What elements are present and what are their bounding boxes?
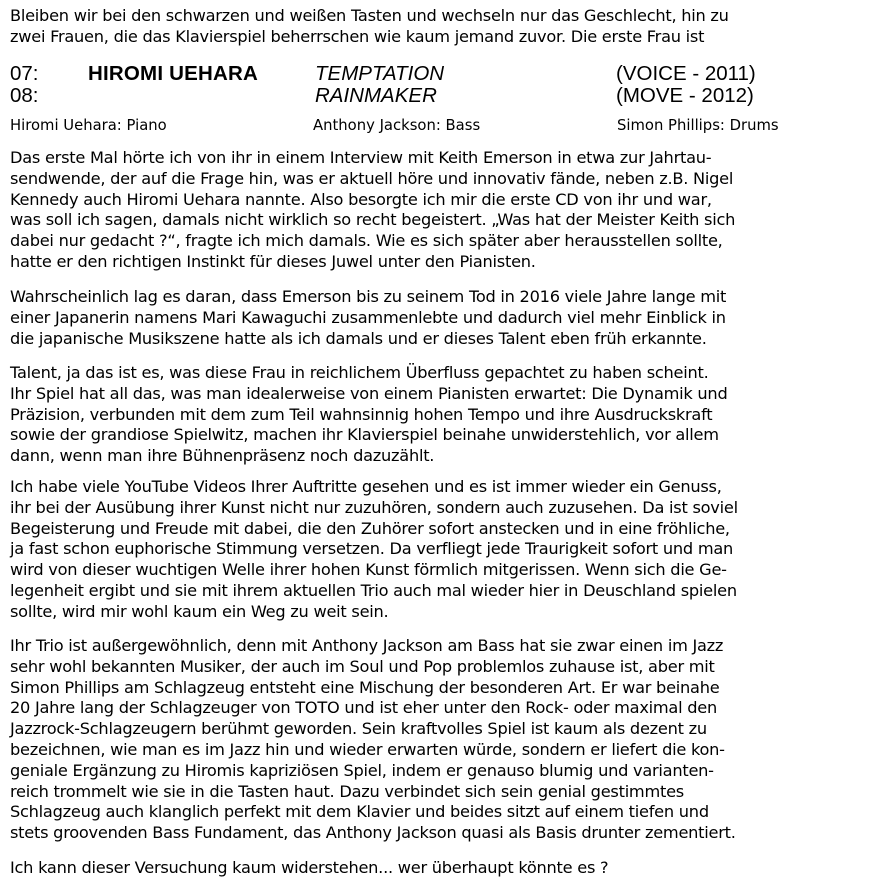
text-line: sowie der grandiose Spielwitz, machen ihr Klavierspiel beinahe unwiderstehlich, vor allem [10, 425, 719, 445]
text-line: einer Japanerin namens Mari Kawaguchi zusammenlebte und dadurch viel mehr Einblick in [10, 307, 726, 327]
text-line: sendwende, der auf die Frage hin, was er aktuell höre und innovativ fände, neben z.B. Nigel [10, 168, 734, 188]
paragraph-6 [10, 858, 886, 879]
paragraph-2 [10, 287, 886, 349]
text-line: Jazzrock-Schlagzeugern berühmt geworden. Sein kraftvolles Spiel ist kaum als dezent zu [10, 719, 707, 739]
text-line: Begeisterung und Freude mit dabei, die den Zuhörer sofort anstecken und in eine fröhliche, [10, 518, 730, 538]
track-album: (VOICE - 2011) [616, 62, 756, 85]
text-line: reich trommelt wie sie in die Tasten haut. Dazu verbindet sich sein genial gestimmtes [10, 781, 684, 801]
track-album: (MOVE - 2012) [616, 84, 754, 107]
credit-drums: Simon Phillips: Drums [617, 117, 779, 134]
text-line: dann, wenn man ihre Bühnenpräsenz noch dazuzählt. [10, 446, 435, 466]
track-title: TEMPTATION [315, 62, 445, 85]
track-artist: HIROMI UEHARA [88, 62, 259, 85]
text-line: legenheit ergibt und sie mit ihrem aktuellen Trio auch mal wieder hier in Deuschland spielen [10, 580, 737, 600]
text-line: Wahrscheinlich lag es daran, dass Emerson bis zu seinem Tod in 2016 viele Jahre lange mit [10, 287, 727, 306]
text-line: Ihr Spiel hat all das, was man idealerweise von einem Pianisten erwartet: Die Dynamik und [10, 383, 728, 403]
intro-paragraph [10, 6, 886, 48]
text-line: wird von dieser wuchtigen Welle ihrer hohen Kunst förmlich mitgerissen. Wenn sich die Ge- [10, 560, 727, 580]
text-line: sehr wohl bekannten Musiker, der auch im Soul und Pop problemlos zuhause ist, aber mit [10, 656, 715, 676]
text-line: was soll ich sagen, damals nicht wirklich so recht begeistert. „Was hat der Meister Keith sich [10, 210, 736, 230]
text-line: die japanische Musikszene hatte als ich damals und er dieses Talent eben früh erkannte. [10, 328, 707, 348]
paragraph-5 [10, 636, 886, 844]
text-line: ihr bei der Ausübung ihrer Kunst nicht nur zuzuhören, sondern auch zuzusehen. Da ist soviel [10, 497, 738, 517]
credit-bass: Anthony Jackson: Bass [313, 117, 481, 134]
text-line: bezeichnen, wie man es im Jazz hin und wieder erwarten würde, sondern er liefert die kon- [10, 739, 725, 759]
text-line: Kennedy auch Hiromi Uehara nannte. Also besorgte ich mir die erste CD von ihr und war, [10, 189, 712, 209]
paragraph-3 [10, 363, 886, 467]
track-number: 07: [10, 62, 39, 85]
text-line: Ihr Trio ist außergewöhnlich, denn mit Anthony Jackson am Bass hat sie zwar einen im Jazz [10, 636, 724, 655]
text-line: Ich kann dieser Versuchung kaum widerstehen... wer überhaupt könnte es ? [10, 858, 609, 877]
text-line: Das erste Mal hörte ich von ihr in einem Interview mit Keith Emerson in etwa zur Jahrtau- [10, 148, 712, 167]
text-line: stets groovenden Bass Fundament, das Anthony Jackson quasi als Basis drunter zementiert. [10, 823, 736, 843]
text-line: Schlagzeug auch klanglich perfekt mit dem Klavier und beides sitzt auf einem tiefen und [10, 802, 709, 822]
musician-credits [10, 116, 880, 136]
track-title: RAINMAKER [315, 84, 437, 107]
text-line: Bleiben wir bei den schwarzen und weißen Tasten und wechseln nur das Geschlecht, hin zu [10, 6, 729, 25]
text-line: Ich habe viele YouTube Videos Ihrer Auftritte gesehen und es ist immer wieder ein Genuss, [10, 477, 722, 496]
paragraph-4 [10, 477, 886, 623]
text-line: ja fast schon euphorische Stimmung versetzen. Da verfliegt jede Traurigkeit sofort und man [10, 539, 734, 559]
text-line: hatte er den richtigen Instinkt für dieses Juwel unter den Pianisten. [10, 251, 536, 271]
paragraph-1 [10, 148, 886, 273]
text-line: dabei nur gedacht ?“, fragte ich mich damals. Wie es sich später aber herausstellen sollte, [10, 231, 723, 251]
credit-piano: Hiromi Uehara: Piano [10, 117, 167, 134]
text-line: zwei Frauen, die das Klavierspiel beherrschen wie kaum jemand zuvor. Die erste Frau ist [10, 26, 705, 46]
track-number: 08: [10, 84, 39, 107]
text-line: Simon Phillips am Schlagzeug entsteht eine Mischung der besonderen Art. Er war beinahe [10, 677, 720, 697]
text-line: Talent, ja das ist es, was diese Frau in reichlichem Überfluss gepachtet zu haben scheint. [10, 363, 709, 382]
text-line: geniale Ergänzung zu Hiromis kapriziösen Spiel, indem er genauso blumig und varianten- [10, 760, 714, 780]
track-listing [10, 63, 880, 107]
text-line: Präzision, verbunden mit dem zum Teil wahnsinnig hohen Tempo und ihre Ausdruckskraft [10, 404, 713, 424]
text-line: 20 Jahre lang der Schlagzeuger von TOTO und ist eher unter den Rock- oder maximal den [10, 698, 717, 718]
text-line: sollte, wird mir wohl kaum ein Weg zu weit sein. [10, 601, 389, 621]
